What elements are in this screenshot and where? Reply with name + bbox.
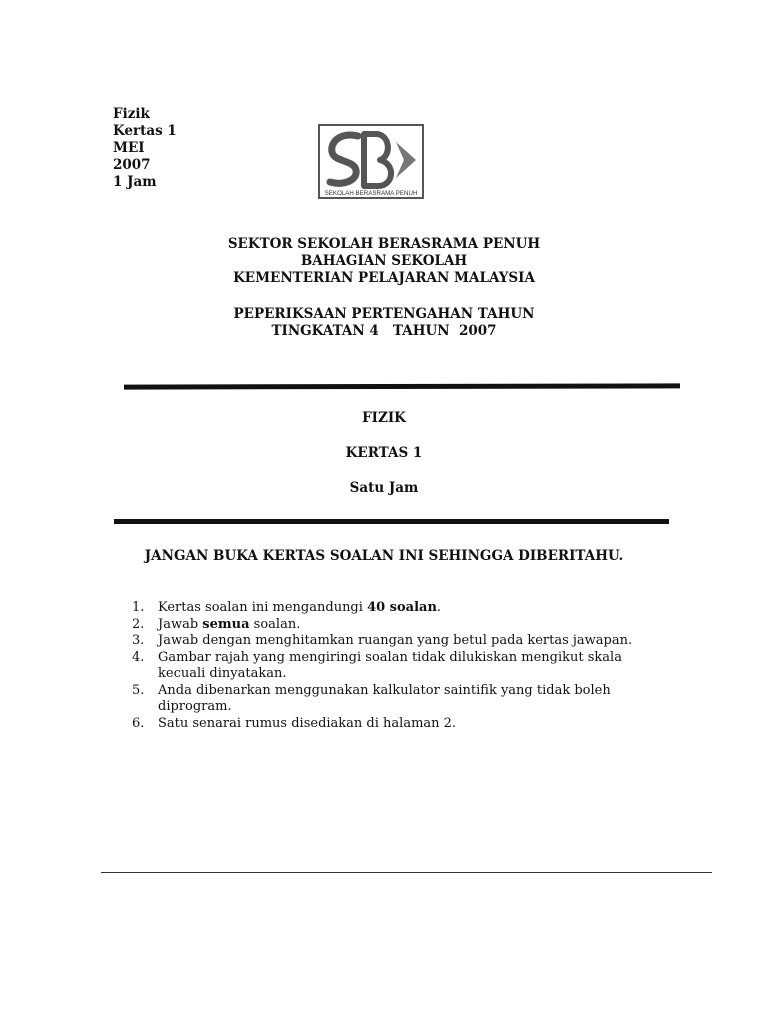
cover-paper: KERTAS 1 (345, 445, 423, 461)
instruction-item: 3. Jawab dengan menghitamkan ruangan yang betul pada kertas jawapan. (132, 633, 633, 648)
instructions-list (132, 600, 662, 732)
exam-header (0, 306, 768, 340)
instruction-item: 2. Jawab semua soalan. (132, 616, 301, 632)
do-not-open-warning: JANGAN BUKA KERTAS SOALAN INI SEHINGGA DIBERITAHU. (144, 548, 624, 564)
org-line-1: SEKTOR SEKOLAH BERASRAMA PENUH (227, 236, 541, 252)
meta-year: 2007 (113, 157, 151, 173)
paper-meta (113, 106, 177, 191)
meta-subject: Fizik (113, 106, 150, 122)
org-line-2: BAHAGIAN SEKOLAH (300, 253, 468, 269)
instruction-item: 5. Anda dibenarkan menggunakan kalkulator saintifik yang tidak boleh diprogram. (132, 682, 611, 714)
meta-duration: 1 Jam (113, 174, 157, 190)
logo-caption: SEKOLAH BERASRAMA PENUH (324, 190, 418, 197)
organization-header (0, 236, 768, 287)
instruction-item: 6. Satu senarai rumus disediakan di halaman 2. (132, 715, 457, 731)
sbp-logo (318, 124, 424, 199)
exam-line-2: TINGKATAN 4 TAHUN 2007 (271, 323, 497, 339)
instruction-item: 1. Kertas soalan ini mengandungi 40 soalan. (132, 600, 442, 615)
org-line-3: KEMENTERIAN PELAJARAN MALAYSIA (233, 270, 535, 286)
meta-paper: Kertas 1 (113, 123, 177, 139)
exam-line-1: PEPERIKSAAN PERTENGAHAN TAHUN (233, 306, 535, 322)
divider-bottom (114, 519, 669, 524)
instruction-item: 4. Gambar rajah yang mengiringi soalan tidak dilukiskan mengikut skala kecuali dinyatakan. (132, 649, 622, 681)
cover-duration: Satu Jam (349, 480, 419, 496)
divider-top (124, 383, 680, 389)
footer-divider (101, 872, 712, 873)
cover-subject: FIZIK (362, 410, 406, 426)
meta-month: MEI (113, 140, 145, 156)
